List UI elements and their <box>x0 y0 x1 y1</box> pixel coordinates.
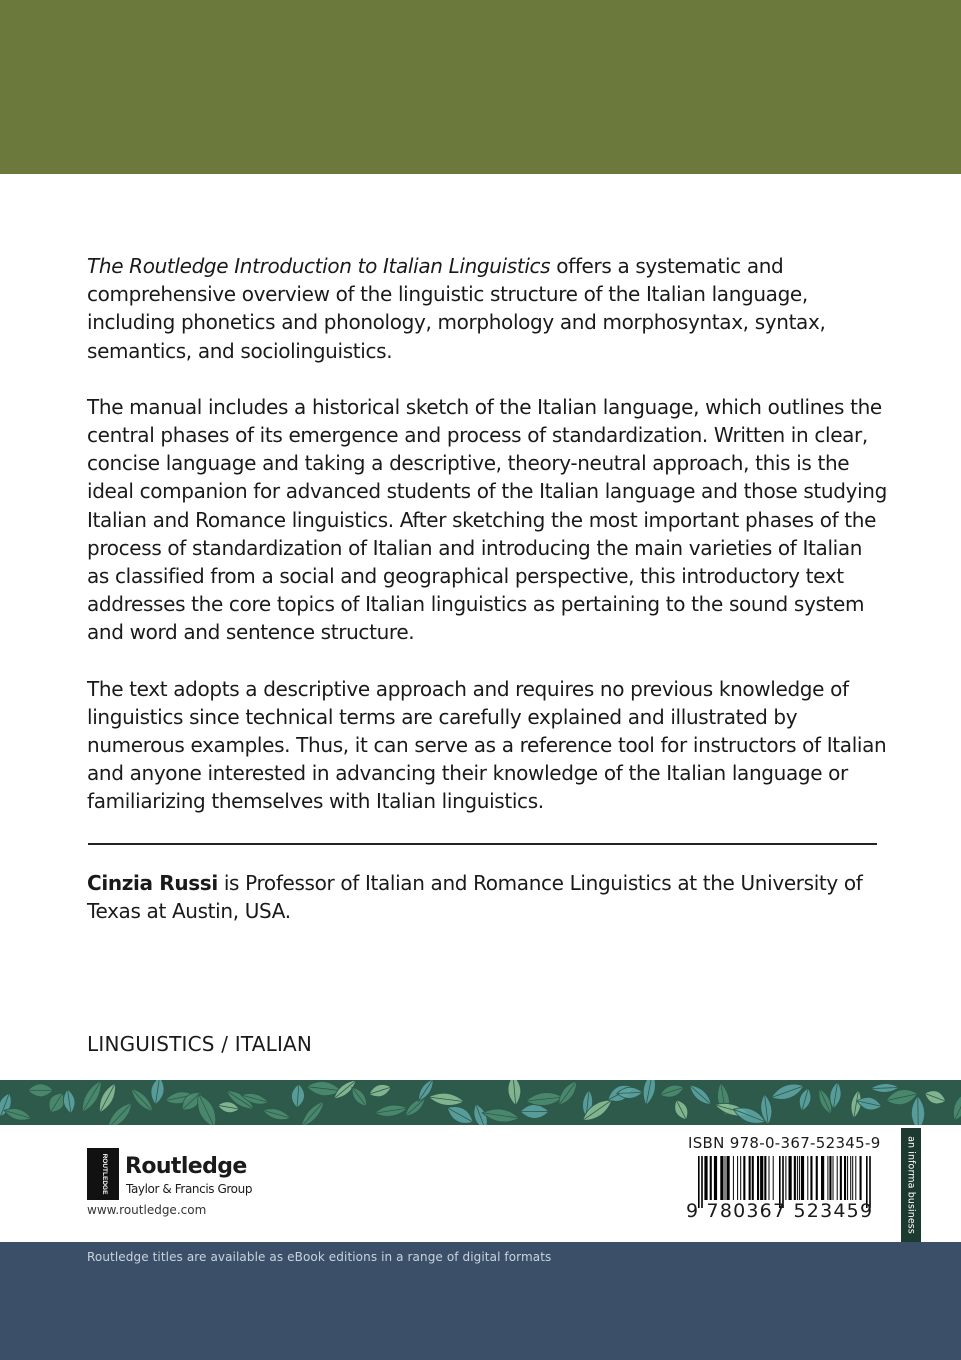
leaf-pattern <box>0 1080 961 1125</box>
isbn-label: ISBN 978-0-367-52345-9 <box>688 1134 881 1152</box>
logo-vertical-text: ROUTLEDGE <box>101 1153 108 1195</box>
description <box>87 252 887 844</box>
barcode-bar <box>855 1156 856 1200</box>
informa-text: an informa business <box>905 1136 917 1234</box>
barcode-bar <box>801 1156 804 1200</box>
publisher-group: Taylor & Francis Group <box>126 1182 253 1196</box>
barcode-bar <box>725 1156 726 1200</box>
footer-text: Routledge titles are available as eBook editions in a range of digital formats <box>87 1250 552 1264</box>
barcode-bar <box>760 1156 763 1200</box>
barcode-bar <box>773 1156 774 1200</box>
publisher-name: Routledge <box>125 1154 247 1179</box>
barcode-bar <box>740 1156 741 1200</box>
barcode-bar <box>743 1156 745 1200</box>
barcode-bar <box>757 1156 759 1200</box>
author-name: Cinzia Russi <box>87 871 218 895</box>
subject-category: LINGUISTICS / ITALIAN <box>87 1032 313 1056</box>
barcode-bar <box>710 1156 712 1200</box>
barcode-bar <box>807 1156 808 1200</box>
leaf-pattern-band <box>0 1080 961 1125</box>
barcode-bar <box>704 1156 707 1200</box>
barcode-bar <box>797 1156 798 1200</box>
barcode-bar <box>821 1156 824 1200</box>
barcode-bar <box>816 1156 818 1200</box>
barcode-bar <box>764 1156 766 1200</box>
barcode-bar <box>727 1156 730 1200</box>
barcode-bar <box>810 1156 812 1200</box>
informa-badge <box>901 1128 921 1242</box>
barcode-bar <box>860 1156 862 1200</box>
routledge-logo-icon <box>87 1148 119 1200</box>
barcode-bar <box>785 1156 786 1200</box>
barcode-bar <box>840 1156 842 1200</box>
barcode-bar <box>752 1156 754 1200</box>
barcode-bar <box>847 1156 848 1200</box>
description-paragraph-3: The text adopts a descriptive approach and requires no previous knowledge of linguistics since technical terms are carefully explained and illustrated by numerous examples. Thus, it can serve as a reference tool for instructors of Italian and anyone interested in advancing their knowledge of the Italian language or familiarizing themselves with Italian linguistics. <box>87 676 887 814</box>
barcode-digits: 9 780367 523459 <box>686 1200 874 1222</box>
barcode <box>686 1134 886 1234</box>
barcode-bar <box>850 1156 851 1200</box>
book-title: The Routledge Introduction to Italian Linguistics <box>87 254 551 278</box>
description-paragraph-2: The manual includes a historical sketch of the Italian language, which outlines the central phases of its emergence and process of standardization. Written in clear, concise language and taking a descriptive, theory-neutral approach, this is the ideal companion for advanced students of the Italian language and those studying Italian and Romance linguistics. After sketching the most important phases of the process of standardization of Italian and introducing the main varieties of Italian as classified from a social and geographical perspective, this introductory text addresses the core topics of Italian linguistics as pertaining to the sound system and word and sentence structure. <box>87 394 887 645</box>
author-bio: Cinzia Russi is Professor of Italian and Romance Linguistics at the University of Texas at Austin, USA. <box>87 871 863 924</box>
barcode-bar <box>749 1156 751 1200</box>
barcode-bar <box>794 1156 796 1200</box>
barcode-bar <box>844 1156 846 1200</box>
barcode-bar <box>837 1156 838 1200</box>
barcode-bar <box>737 1156 738 1200</box>
divider <box>88 843 877 845</box>
barcode-bar <box>799 1156 800 1200</box>
barcode-bar <box>720 1156 723 1200</box>
description-paragraph-1: The Routledge Introduction to Italian Linguistics offers a systematic and comprehensive overview of the linguistic structure of the Italian language, including phonetics and phonology, morphology and morphosyntax, syntax, semantics, and sociolinguistics. <box>87 254 826 363</box>
footer-band <box>0 1242 961 1360</box>
barcode-bar <box>789 1156 792 1200</box>
publisher-url: www.routledge.com <box>87 1203 207 1217</box>
barcode-bar <box>829 1156 831 1200</box>
barcode-bar <box>714 1156 717 1200</box>
barcode-bar <box>769 1156 770 1200</box>
barcode-bar <box>827 1156 828 1200</box>
barcode-bar <box>733 1156 734 1200</box>
barcode-bar <box>852 1156 853 1200</box>
top-color-band <box>0 0 961 174</box>
barcode-bar <box>833 1156 834 1200</box>
